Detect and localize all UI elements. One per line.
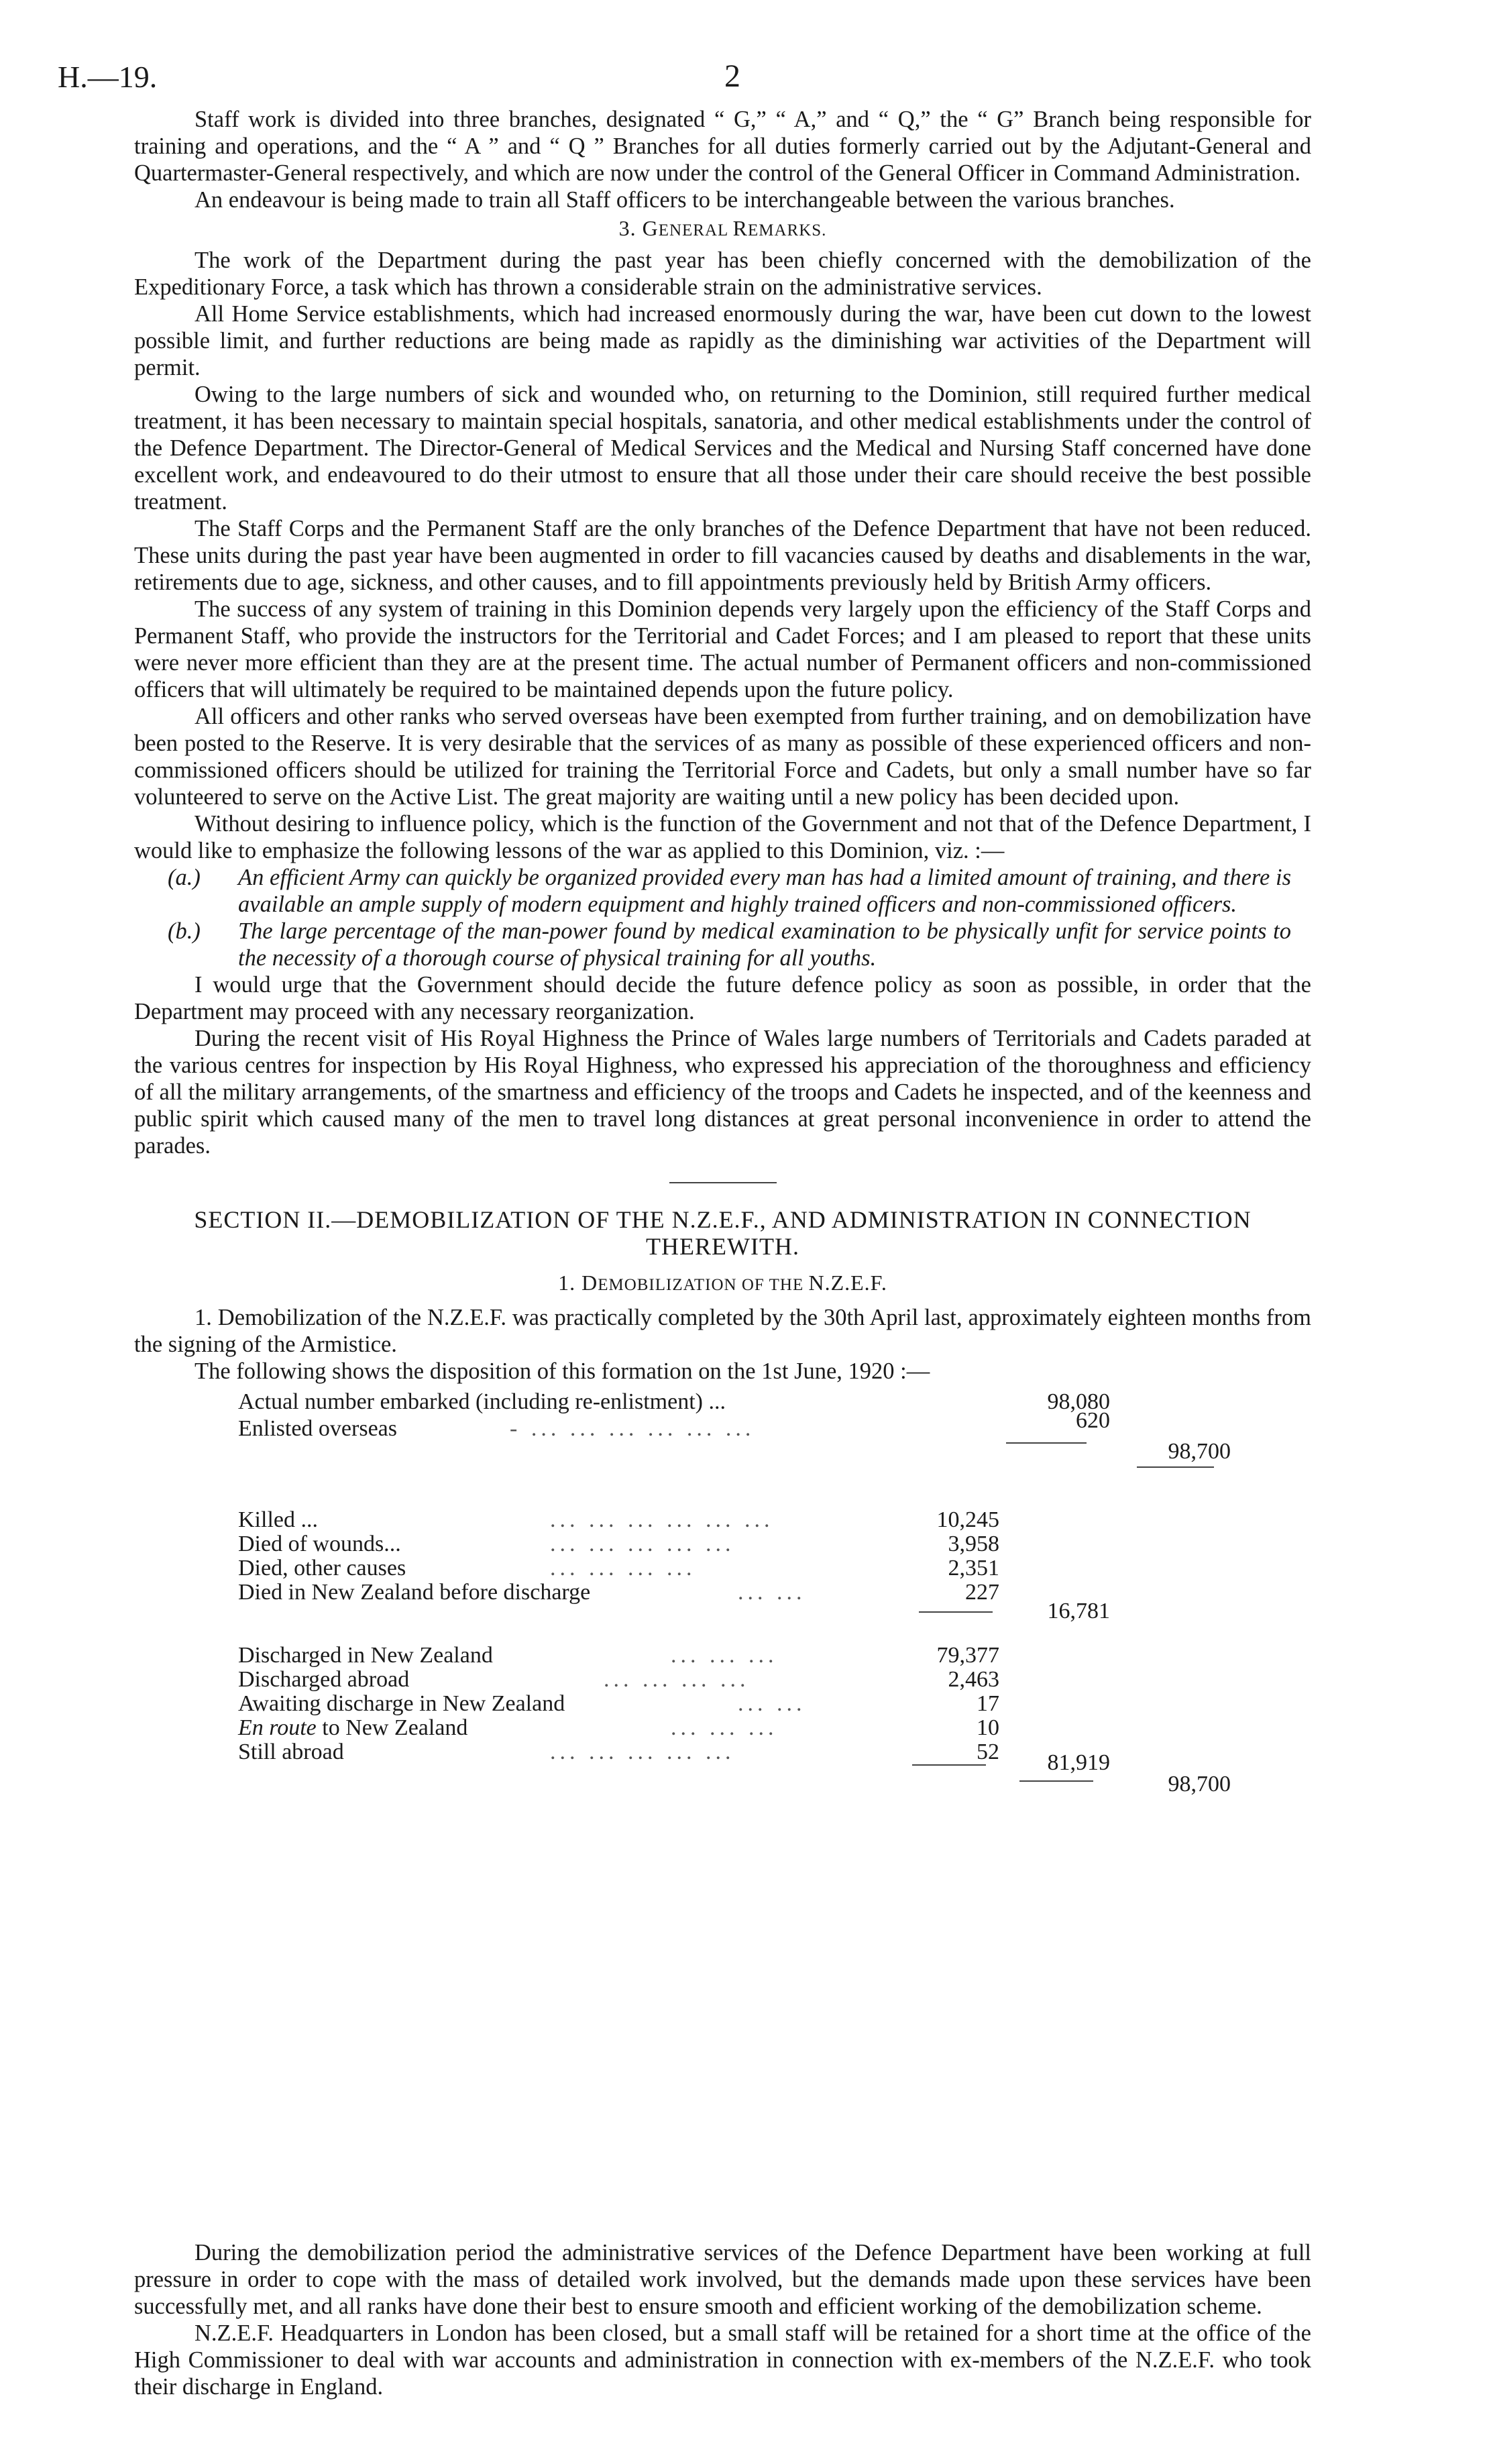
- table-row: Killed ... ... ... ... ... ... ... 10,245: [238, 1507, 999, 1532]
- disposition-table: [134, 1385, 1311, 1801]
- table-row: En route to New Zealand ... ... ... 10: [238, 1715, 999, 1740]
- table-total: 81,919: [1047, 1750, 1110, 1775]
- table-value: 79,377: [936, 1643, 999, 1668]
- table-row: Actual number embarked (including re-enlistment) ... 98,080: [238, 1389, 1110, 1414]
- paragraph: Staff work is divided into three branches, designated “ G,” “ A,” and “ Q,” the “ G” Branch being responsible for training and operations, and the “ A ” and “ Q ” Branches for all duties formerly carried out by the Adjutant-General and Quartermaster-General respectively, and which are now under the control of the General Officer in Command Administration.: [134, 107, 1311, 186]
- paragraph: An endeavour is being made to train all Staff officers to be interchangeable between the various branches.: [195, 187, 1175, 213]
- table-value: 620: [1076, 1408, 1110, 1433]
- table-row: Still abroad ... ... ... ... ... 52: [238, 1739, 999, 1764]
- paragraph: N.Z.E.F. Headquarters in London has been closed, but a small staff will be retained for a short time at the office of the High Commissioner to deal with war accounts and administration in connection with ex-members of the N.Z.E.F. who took their discharge in England.: [134, 2320, 1311, 2400]
- paragraph: During the recent visit of His Royal Highness the Prince of Wales large numbers of Territorials and Cadets paraded at the various centres for inspection by His Royal Highness, who expressed his appreciation of the thoroughness and efficiency of all the military arrangements, of the smartness and efficiency of the troops and Cadets he inspected, and of the keenness and public spirit which caused many of the men to travel long distances at great personal inconvenience in order to attend the parades.: [134, 1026, 1311, 1159]
- table-value: 3,958: [948, 1532, 999, 1556]
- lesson-item: [168, 864, 1311, 918]
- table-row: Died of wounds... ... ... ... ... ... 3,958: [238, 1532, 999, 1556]
- table-row: Died, other causes ... ... ... ... 2,351: [238, 1556, 999, 1581]
- paragraph: During the demobilization period the administrative services of the Defence Department have been working at full pressure in order to cope with the mass of detailed work involved, but the demands made upon these services have been successfully met, and all ranks have done their best to ensure smooth and efficient working of the demobilization scheme.: [134, 2240, 1311, 2319]
- paragraph: All Home Service establishments, which had increased enormously during the war, have been cut down to the lowest possible limit, and further reductions are being made as rapidly as the diminishing war activities of the Department will permit.: [134, 301, 1311, 380]
- sum-rule: [1137, 1466, 1214, 1468]
- table-total-row: [134, 1598, 1311, 1625]
- table-value: 98,080: [1047, 1389, 1110, 1414]
- table-row: Enlisted overseas - ... ... ... ... ... ... 620: [238, 1408, 1110, 1441]
- table-value: 227: [965, 1580, 999, 1605]
- paragraph: The work of the Department during the past year has been chiefly concerned with the demobilization of the Expeditionary Force, a task which has thrown a considerable strain on the administrative services.: [134, 248, 1311, 300]
- table-row: Discharged abroad ... ... ... ... 2,463: [238, 1667, 999, 1692]
- table-row: Awaiting discharge in New Zealand ... ... 17: [238, 1691, 999, 1716]
- section-heading-general-remarks: 3. GENERAL REMARKS.: [618, 216, 827, 240]
- table-value: 2,463: [948, 1667, 999, 1692]
- paragraph: The following shows the disposition of this formation on the 1st June, 1920 :—: [195, 1358, 930, 1384]
- paragraph: The Staff Corps and the Permanent Staff are the only branches of the Defence Department that have not been reduced. These units during the past year have been augmented in order to fill vacancies caused by deaths and disablements in the war, retirements due to age, sickness, and other causes, and to fill appointments previously held by British Army officers.: [134, 516, 1311, 595]
- paragraph: I would urge that the Government should decide the future defence policy as soon as possible, in order that the Department may proceed with any necessary reorganization.: [134, 972, 1311, 1024]
- table-total: 16,781: [1047, 1599, 1110, 1623]
- table-value: 10: [977, 1715, 999, 1740]
- subsection-heading: 1. DEMOBILIZATION OF THE N.Z.E.F.: [558, 1271, 887, 1295]
- lesson-label: (b.): [168, 918, 201, 944]
- table-total-row: [134, 1771, 1311, 1798]
- table-total-row: [134, 1438, 1311, 1465]
- lesson-label: (a.): [168, 865, 201, 890]
- table-total: 98,700: [1168, 1439, 1231, 1464]
- lesson-text: The large percentage of the man-power found by medical examination to be physically unfit for service points to the necessity of a thorough course of physical training for all youths.: [238, 918, 1291, 971]
- table-value: 52: [977, 1739, 999, 1764]
- page-number: 2: [724, 58, 740, 94]
- table-value: 2,351: [948, 1556, 999, 1581]
- parliamentary-paper-reference: H.—19.: [58, 60, 158, 94]
- lesson-item: [168, 918, 1311, 971]
- table-value: 10,245: [936, 1507, 999, 1532]
- paragraph: The success of any system of training in this Dominion depends very largely upon the efficiency of the Staff Corps and Permanent Staff, who provide the instructors for the Territorial and Cadet Forces; and I am pleased to report that these units were never more efficient than they are at the present time. The actual number of Permanent officers and non-commissioned officers that will ultimately be required to be maintained depends upon the future policy.: [134, 596, 1311, 702]
- paragraph: 1. Demobilization of the N.Z.E.F. was practically completed by the 30th April last, approximately eighteen months from the signing of the Armistice.: [134, 1305, 1311, 1357]
- paragraph: Owing to the large numbers of sick and wounded who, on returning to the Dominion, still required further medical treatment, it has been necessary to maintain special hospitals, sanatoria, and other medical establishments under the control of the Defence Department. The Director-General of Medical Services and the Medical and Nursing Staff concerned have done excellent work, and endeavoured to do their utmost to ensure that all those under their care should receive the best possible treatment.: [134, 382, 1311, 515]
- table-row: Died in New Zealand before discharge ... ... 227: [238, 1580, 999, 1605]
- closing-text: [134, 2239, 1311, 2400]
- table-value: 17: [977, 1691, 999, 1716]
- lesson-text: An efficient Army can quickly be organized provided every man has had a limited amount of training, and there is available an ample supply of modern equipment and highly trained officers and non-commissioned officers.: [238, 865, 1291, 917]
- paragraph: All officers and other ranks who served overseas have been exempted from further training, and on demobilization have been posted to the Reserve. It is very desirable that the services of as many as possible of these experienced officers and non-commissioned officers should be utilized for training the Territorial Force and Cadets, but only a small number have so far volunteered to serve on the Active List. The great majority are waiting until a new policy has been decided upon.: [134, 704, 1311, 810]
- report-body: [134, 106, 1311, 1801]
- section-title: SECTION II.—DEMOBILIZATION OF THE N.Z.E.F., AND ADMINISTRATION IN CONNECTION THEREWITH.: [194, 1206, 1252, 1260]
- grand-total: 98,700: [1168, 1772, 1231, 1797]
- paragraph: Without desiring to influence policy, which is the function of the Government and not that of the Defence Department, I would like to emphasize the following lessons of the war as applied to this Dominion, viz. :—: [134, 811, 1311, 863]
- section-divider: [669, 1182, 777, 1183]
- table-row: Discharged in New Zealand ... ... ... 79,377: [238, 1643, 999, 1668]
